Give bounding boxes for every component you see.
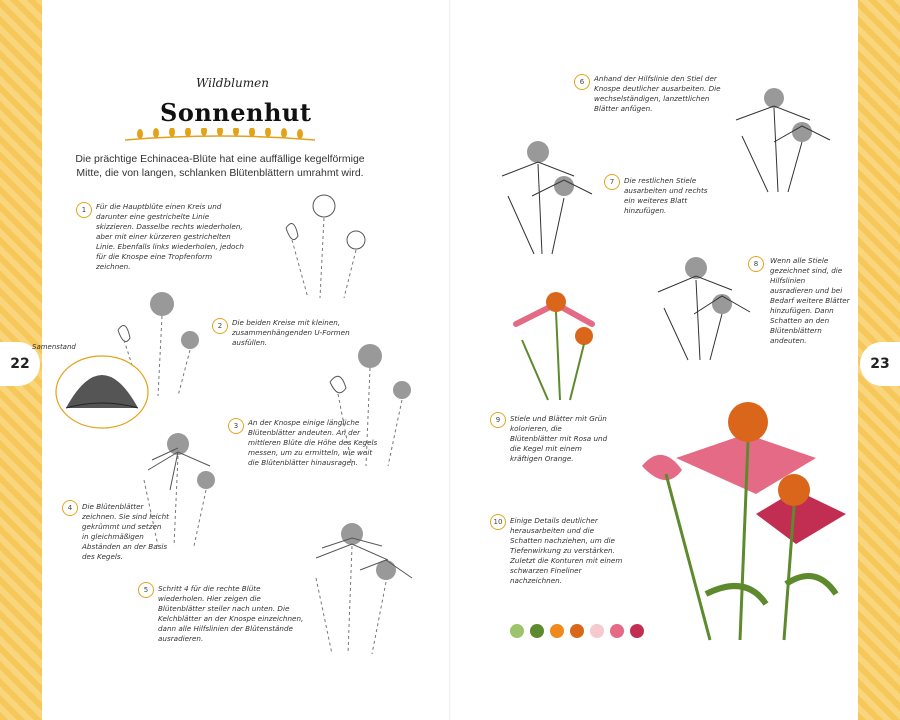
step-10-final-illustration: [636, 394, 856, 644]
section-kicker: Wildblumen: [196, 76, 269, 90]
step-7-number: 7: [604, 174, 620, 190]
page-title: Sonnenhut: [160, 98, 312, 127]
step-6-number: 6: [574, 74, 590, 90]
title-vine-ornament: [120, 128, 320, 146]
step-3-sketch: [322, 340, 422, 470]
step-8-number: 8: [748, 256, 764, 272]
step-3-text: An der Knospe einige längliche Blütenblätter andeuten. An der mittleren Blüte die Höhe des Kegels messen, um zu ermitteln, wie weit die Blütenblätter hinausragen.: [248, 418, 378, 467]
step-4-sketch: [130, 430, 230, 550]
step-1-text: Für die Hauptblüte einen Kreis und darunter eine gestrichelte Linie skizzieren. Dasselbe rechts wiederholen, aber mit einer kürzeren gestrichelten Linie. Ebenfalls links wiederholen, jedoch für die Knospe eine Tropfenform zeichnen.: [96, 202, 244, 271]
palette-swatch-orange: [550, 624, 564, 638]
seedhead-detail-illustration: [52, 352, 152, 432]
step-9-colored-sketch: [502, 284, 612, 404]
step-1-number: 1: [76, 202, 92, 218]
seedhead-label: Samenstand: [32, 343, 76, 351]
page-number-left: 22: [0, 342, 40, 386]
step-5-text: Schritt 4 für die rechte Blüte wiederholen. Hier zeigen die Blütenblätter steiler nach unten. Die Kelchblätter an der Knospe einzeichnen, dann alle Hilfslinien der Blütenstände ausradieren.: [158, 584, 304, 643]
step-1-sketch: [272, 190, 382, 300]
step-2-number: 2: [212, 318, 228, 334]
step-9-number: 9: [490, 412, 506, 428]
palette-swatch-light-green: [510, 624, 524, 638]
step-8-sketch: [644, 254, 754, 364]
page-number-right: 23: [860, 342, 900, 386]
step-10-number: 10: [490, 514, 506, 530]
step-3-number: 3: [228, 418, 244, 434]
intro-text: Die prächtige Echinacea-Blüte hat eine auffällige kegelförmige Mitte, die von langen, schlanken Blütenblättern umrahmt wird.: [75, 153, 365, 179]
step-7-text: Die restlichen Stiele ausarbeiten und rechts ein weiteres Blatt hinzufügen.: [624, 176, 708, 215]
book-gutter: [449, 0, 451, 720]
palette-swatch-dark-orange: [570, 624, 584, 638]
step-6-text: Anhand der Hilfslinie den Stiel der Knospe deutlicher ausarbeiten. Die wechselständigen, lanzettlichen Blätter anfügen.: [594, 74, 721, 113]
palette-swatch-pink: [610, 624, 624, 638]
step-4-text: Die Blütenblätter zeichnen. Sie sind leicht gekrümmt und setzen in gleichmäßigen Abständen an der Basis des Kegels.: [82, 502, 169, 561]
step-5-number: 5: [138, 582, 154, 598]
step-7-sketch: [726, 86, 836, 196]
step-10-text: Einige Details deutlicher herausarbeiten und die Schatten nachziehen, um die Tiefenwirkung zu verstärken. Zuletzt die Konturen mit einem schwarzen Fineliner nachzeichnen.: [510, 516, 623, 585]
palette-swatch-dark-green: [530, 624, 544, 638]
step-2-text: Die beiden Kreise mit kleinen, zusammenhängenden U-Formen ausfüllen.: [232, 318, 350, 347]
palette-swatch-crimson: [630, 624, 644, 638]
step-4-number: 4: [62, 500, 78, 516]
step-6-sketch: [488, 136, 598, 256]
palette-swatch-light-pink: [590, 624, 604, 638]
step-8-text: Wenn alle Stiele gezeichnet sind, die Hilfslinien ausradieren und bei Bedarf weitere Blätter hinzufügen. Dann Schatten an den Blütenblättern andeuten.: [770, 256, 850, 345]
step-9-text: Stiele und Blätter mit Grün kolorieren, die Blütenblätter mit Rosa und die Kegel mit einem kräftigen Orange.: [510, 414, 608, 463]
step-5-sketch: [302, 518, 422, 658]
